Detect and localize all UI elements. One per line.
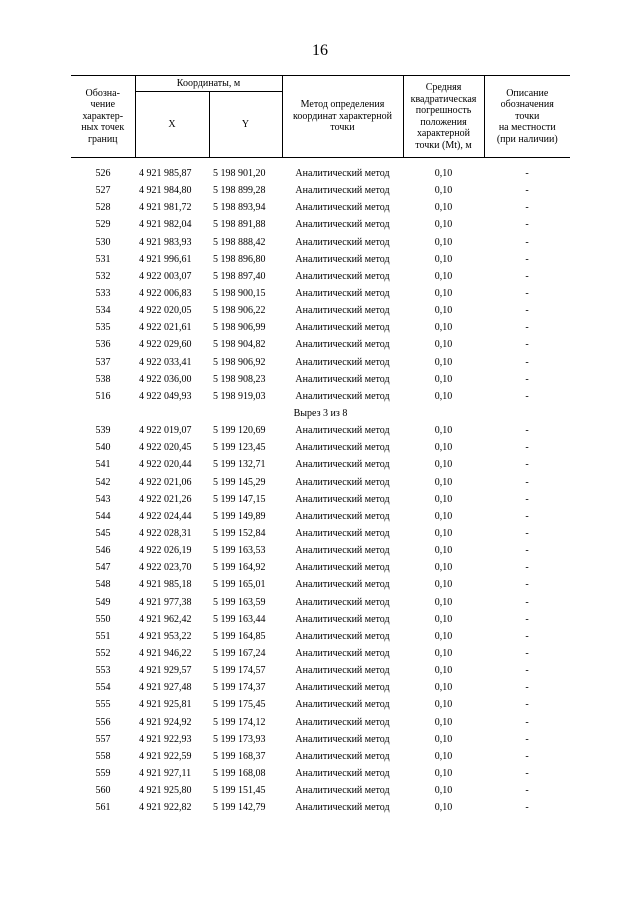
cell-y: 5 199 163,53 xyxy=(213,545,266,557)
cell-x: 4 922 023,70 xyxy=(139,562,192,574)
cell-description: - xyxy=(525,356,529,368)
cell-method: Аналитический метод xyxy=(295,682,390,694)
table-row xyxy=(71,183,570,200)
cell-mean-error: 0,10 xyxy=(434,476,453,488)
cell-y: 5 199 164,85 xyxy=(213,630,266,642)
cell-x: 4 922 049,93 xyxy=(139,390,192,402)
cell-mean-error: 0,10 xyxy=(434,270,453,282)
cell-description: - xyxy=(525,510,529,522)
header-mean-error: Средняя квадратическая погрешность положения характерной точки (Mt), м xyxy=(403,76,484,158)
table-row xyxy=(71,765,570,782)
cell-method: Аналитический метод xyxy=(295,425,390,437)
cell-y: 5 199 142,79 xyxy=(213,802,266,814)
table-row xyxy=(71,285,570,302)
cell-point-number: 559 xyxy=(95,767,111,779)
cell-description: - xyxy=(525,596,529,608)
cell-point-number: 549 xyxy=(95,596,111,608)
cell-x: 4 922 020,05 xyxy=(139,305,192,317)
table-row xyxy=(71,234,570,251)
cell-y: 5 199 120,69 xyxy=(213,425,266,437)
cell-x: 4 922 028,31 xyxy=(139,528,192,540)
cell-x: 4 922 033,41 xyxy=(139,356,192,368)
cell-x: 4 921 982,04 xyxy=(139,219,192,231)
cell-y: 5 199 145,29 xyxy=(213,476,266,488)
table-body xyxy=(71,166,570,817)
table-row xyxy=(71,800,570,817)
cell-description: - xyxy=(525,270,529,282)
cell-point-number: 541 xyxy=(95,459,111,471)
table-row xyxy=(71,200,570,217)
cell-method: Аналитический метод xyxy=(295,288,390,300)
cell-description: - xyxy=(525,493,529,505)
cell-mean-error: 0,10 xyxy=(434,305,453,317)
boundary-points-table xyxy=(71,75,570,817)
cell-point-number: 534 xyxy=(95,305,111,317)
cell-y: 5 198 901,20 xyxy=(213,168,266,180)
cell-mean-error: 0,10 xyxy=(434,699,453,711)
cell-x: 4 922 021,61 xyxy=(139,322,192,334)
section-title: Вырез 3 из 8 xyxy=(293,408,348,420)
cell-point-number: 530 xyxy=(95,236,111,248)
cell-y: 5 198 906,92 xyxy=(213,356,266,368)
table-row xyxy=(71,303,570,320)
table-row xyxy=(71,491,570,508)
cell-point-number: 532 xyxy=(95,270,111,282)
table-row xyxy=(71,388,570,405)
cell-y: 5 199 174,57 xyxy=(213,665,266,677)
cell-y: 5 199 174,37 xyxy=(213,682,266,694)
cell-y: 5 199 164,92 xyxy=(213,562,266,574)
cell-method: Аналитический метод xyxy=(295,528,390,540)
cell-point-number: 557 xyxy=(95,733,111,745)
table-row xyxy=(71,217,570,234)
cell-method: Аналитический метод xyxy=(295,390,390,402)
cell-description: - xyxy=(525,425,529,437)
cell-point-number: 539 xyxy=(95,425,111,437)
cell-mean-error: 0,10 xyxy=(434,322,453,334)
cell-y: 5 198 906,22 xyxy=(213,305,266,317)
cell-point-number: 545 xyxy=(95,528,111,540)
cell-description: - xyxy=(525,699,529,711)
header-x: X xyxy=(135,92,209,158)
cell-method: Аналитический метод xyxy=(295,270,390,282)
cell-description: - xyxy=(525,459,529,471)
cell-x: 4 921 977,38 xyxy=(139,596,192,608)
cell-x: 4 921 922,59 xyxy=(139,750,192,762)
header-coordinates: Координаты, м xyxy=(135,76,282,92)
cell-mean-error: 0,10 xyxy=(434,665,453,677)
table-row xyxy=(71,645,570,662)
cell-method: Аналитический метод xyxy=(295,459,390,471)
cell-point-number: 543 xyxy=(95,493,111,505)
cell-x: 4 921 996,61 xyxy=(139,253,192,265)
cell-x: 4 921 981,72 xyxy=(139,202,192,214)
cell-x: 4 922 003,07 xyxy=(139,270,192,282)
cell-description: - xyxy=(525,253,529,265)
cell-y: 5 198 896,80 xyxy=(213,253,266,265)
cell-mean-error: 0,10 xyxy=(434,579,453,591)
cell-description: - xyxy=(525,528,529,540)
table-row xyxy=(71,714,570,731)
cell-description: - xyxy=(525,442,529,454)
cell-y: 5 199 152,84 xyxy=(213,528,266,540)
cell-description: - xyxy=(525,630,529,642)
cell-method: Аналитический метод xyxy=(295,236,390,248)
cell-method: Аналитический метод xyxy=(295,168,390,180)
cell-method: Аналитический метод xyxy=(295,596,390,608)
cell-x: 4 921 927,48 xyxy=(139,682,192,694)
cell-x: 4 921 925,81 xyxy=(139,699,192,711)
cell-method: Аналитический метод xyxy=(295,785,390,797)
cell-mean-error: 0,10 xyxy=(434,493,453,505)
cell-x: 4 922 029,60 xyxy=(139,339,192,351)
cell-mean-error: 0,10 xyxy=(434,236,453,248)
cell-x: 4 921 985,87 xyxy=(139,168,192,180)
cell-y: 5 199 167,24 xyxy=(213,648,266,659)
cell-method: Аналитический метод xyxy=(295,202,390,214)
header-designation: Обозна- чение характер- ных точек границ xyxy=(71,76,135,158)
section-row xyxy=(71,405,570,422)
cell-mean-error: 0,10 xyxy=(434,716,453,728)
header-spacer xyxy=(71,158,570,166)
cell-description: - xyxy=(525,579,529,591)
cell-y: 5 199 149,89 xyxy=(213,510,266,522)
cell-mean-error: 0,10 xyxy=(434,442,453,454)
table-row xyxy=(71,611,570,628)
cell-description: - xyxy=(525,236,529,248)
cell-method: Аналитический метод xyxy=(295,579,390,591)
cell-point-number: 554 xyxy=(95,682,111,694)
cell-description: - xyxy=(525,390,529,402)
cell-point-number: 546 xyxy=(95,545,111,557)
page-number: 16 xyxy=(312,42,328,59)
cell-description: - xyxy=(525,785,529,797)
cell-mean-error: 0,10 xyxy=(434,750,453,762)
cell-x: 4 922 036,00 xyxy=(139,373,192,385)
cell-x: 4 922 026,19 xyxy=(139,545,192,557)
cell-y: 5 199 163,44 xyxy=(213,613,266,625)
cell-point-number: 537 xyxy=(95,356,111,368)
cell-method: Аналитический метод xyxy=(295,802,390,814)
table-row xyxy=(71,543,570,560)
cell-description: - xyxy=(525,322,529,334)
cell-description: - xyxy=(525,750,529,762)
cell-description: - xyxy=(525,305,529,317)
cell-description: - xyxy=(525,219,529,231)
cell-x: 4 921 946,22 xyxy=(139,648,192,659)
cell-mean-error: 0,10 xyxy=(434,528,453,540)
cell-mean-error: 0,10 xyxy=(434,185,453,197)
cell-y: 5 198 904,82 xyxy=(213,339,266,351)
cell-mean-error: 0,10 xyxy=(434,733,453,745)
cell-description: - xyxy=(525,665,529,677)
cell-point-number: 531 xyxy=(95,253,111,265)
cell-mean-error: 0,10 xyxy=(434,425,453,437)
cell-point-number: 555 xyxy=(95,699,111,711)
cell-x: 4 921 927,11 xyxy=(139,767,192,779)
cell-method: Аналитический метод xyxy=(295,665,390,677)
cell-method: Аналитический метод xyxy=(295,510,390,522)
cell-point-number: 550 xyxy=(95,613,111,625)
cell-point-number: 528 xyxy=(95,202,111,214)
cell-method: Аналитический метод xyxy=(295,322,390,334)
cell-method: Аналитический метод xyxy=(295,767,390,779)
cell-method: Аналитический метод xyxy=(295,699,390,711)
cell-point-number: 535 xyxy=(95,322,111,334)
table-row xyxy=(71,268,570,285)
table-row xyxy=(71,166,570,183)
cell-y: 5 199 123,45 xyxy=(213,442,266,454)
cell-y: 5 199 151,45 xyxy=(213,785,266,797)
cell-y: 5 198 897,40 xyxy=(213,270,266,282)
cell-y: 5 198 900,15 xyxy=(213,288,266,300)
table-row xyxy=(71,474,570,491)
cell-mean-error: 0,10 xyxy=(434,562,453,574)
cell-method: Аналитический метод xyxy=(295,305,390,317)
cell-x: 4 922 021,06 xyxy=(139,476,192,488)
cell-description: - xyxy=(525,288,529,300)
cell-mean-error: 0,10 xyxy=(434,168,453,180)
cell-description: - xyxy=(525,185,529,197)
header-y: Y xyxy=(209,92,282,158)
cell-mean-error: 0,10 xyxy=(434,373,453,385)
table-row xyxy=(71,560,570,577)
cell-mean-error: 0,10 xyxy=(434,596,453,608)
cell-mean-error: 0,10 xyxy=(434,802,453,814)
cell-x: 4 921 925,80 xyxy=(139,785,192,797)
cell-description: - xyxy=(525,802,529,814)
table-row xyxy=(71,680,570,697)
table-row xyxy=(71,663,570,680)
cell-y: 5 199 168,37 xyxy=(213,750,266,762)
cell-x: 4 922 020,45 xyxy=(139,442,192,454)
header-method: Метод определения координат характерной точки xyxy=(282,76,403,158)
cell-method: Аналитический метод xyxy=(295,493,390,505)
cell-point-number: 529 xyxy=(95,219,111,231)
cell-x: 4 921 962,42 xyxy=(139,613,192,625)
cell-point-number: 561 xyxy=(95,802,111,814)
cell-method: Аналитический метод xyxy=(295,733,390,745)
cell-description: - xyxy=(525,168,529,180)
cell-x: 4 922 019,07 xyxy=(139,425,192,437)
cell-y: 5 198 906,99 xyxy=(213,322,266,334)
cell-description: - xyxy=(525,545,529,557)
cell-y: 5 199 132,71 xyxy=(213,459,266,471)
cell-y: 5 198 891,88 xyxy=(213,219,266,231)
cell-mean-error: 0,10 xyxy=(434,219,453,231)
cell-method: Аналитический метод xyxy=(295,185,390,197)
cell-method: Аналитический метод xyxy=(295,476,390,488)
table-header xyxy=(71,76,570,166)
cell-y: 5 198 908,23 xyxy=(213,373,266,385)
cell-point-number: 526 xyxy=(95,168,111,180)
header-description: Описание обозначения точки на местности (при наличии) xyxy=(484,76,570,158)
table-row xyxy=(71,354,570,371)
cell-x: 4 921 929,57 xyxy=(139,665,192,677)
cell-mean-error: 0,10 xyxy=(434,510,453,522)
cell-point-number: 551 xyxy=(95,630,111,642)
cell-point-number: 544 xyxy=(95,510,111,522)
cell-point-number: 547 xyxy=(95,562,111,574)
cell-method: Аналитический метод xyxy=(295,442,390,454)
cell-x: 4 922 024,44 xyxy=(139,510,192,522)
table-row xyxy=(71,251,570,268)
cell-method: Аналитический метод xyxy=(295,562,390,574)
cell-point-number: 558 xyxy=(95,750,111,762)
cell-x: 4 921 922,82 xyxy=(139,802,192,814)
cell-mean-error: 0,10 xyxy=(434,682,453,694)
cell-y: 5 198 888,42 xyxy=(213,236,266,248)
table-row xyxy=(71,423,570,440)
cell-x: 4 921 983,93 xyxy=(139,236,192,248)
cell-point-number: 560 xyxy=(95,785,111,797)
cell-x: 4 922 021,26 xyxy=(139,493,192,505)
cell-mean-error: 0,10 xyxy=(434,253,453,265)
cell-x: 4 921 984,80 xyxy=(139,185,192,197)
cell-method: Аналитический метод xyxy=(295,545,390,557)
cell-mean-error: 0,10 xyxy=(434,339,453,351)
cell-point-number: 548 xyxy=(95,579,111,591)
cell-description: - xyxy=(525,339,529,351)
cell-mean-error: 0,10 xyxy=(434,545,453,557)
cell-mean-error: 0,10 xyxy=(434,202,453,214)
cell-x: 4 921 922,93 xyxy=(139,733,192,745)
cell-method: Аналитический метод xyxy=(295,253,390,265)
cell-description: - xyxy=(525,373,529,385)
cell-point-number: 556 xyxy=(95,716,111,728)
cell-x: 4 922 020,44 xyxy=(139,459,192,471)
cell-y: 5 198 919,03 xyxy=(213,390,266,402)
cell-point-number: 540 xyxy=(95,442,111,454)
cell-mean-error: 0,10 xyxy=(434,767,453,779)
cell-mean-error: 0,10 xyxy=(434,356,453,368)
cell-mean-error: 0,10 xyxy=(434,459,453,471)
table-row xyxy=(71,697,570,714)
cell-y: 5 199 165,01 xyxy=(213,579,266,591)
cell-method: Аналитический метод xyxy=(295,356,390,368)
cell-mean-error: 0,10 xyxy=(434,630,453,642)
table-row xyxy=(71,320,570,337)
cell-point-number: 538 xyxy=(95,373,111,385)
table-row xyxy=(71,628,570,645)
cell-x: 4 921 985,18 xyxy=(139,579,192,591)
table-row xyxy=(71,525,570,542)
cell-description: - xyxy=(525,767,529,779)
table-row xyxy=(71,577,570,594)
cell-mean-error: 0,10 xyxy=(434,648,453,659)
cell-point-number: 552 xyxy=(95,648,111,659)
cell-y: 5 199 168,08 xyxy=(213,767,266,779)
cell-description: - xyxy=(525,648,529,659)
cell-point-number: 553 xyxy=(95,665,111,677)
cell-method: Аналитический метод xyxy=(295,219,390,231)
cell-y: 5 199 147,15 xyxy=(213,493,266,505)
table-row xyxy=(71,371,570,388)
table-row xyxy=(71,508,570,525)
cell-mean-error: 0,10 xyxy=(434,390,453,402)
table-row xyxy=(71,783,570,800)
cell-method: Аналитический метод xyxy=(295,373,390,385)
cell-description: - xyxy=(525,733,529,745)
cell-method: Аналитический метод xyxy=(295,750,390,762)
cell-point-number: 533 xyxy=(95,288,111,300)
table-row xyxy=(71,337,570,354)
cell-description: - xyxy=(525,682,529,694)
cell-description: - xyxy=(525,476,529,488)
cell-y: 5 199 174,12 xyxy=(213,716,266,728)
cell-method: Аналитический метод xyxy=(295,648,390,659)
cell-y: 5 199 175,45 xyxy=(213,699,266,711)
cell-point-number: 536 xyxy=(95,339,111,351)
cell-x: 4 921 924,92 xyxy=(139,716,192,728)
cell-mean-error: 0,10 xyxy=(434,613,453,625)
cell-y: 5 199 163,59 xyxy=(213,596,266,608)
cell-y: 5 199 173,93 xyxy=(213,733,266,745)
table-row xyxy=(71,748,570,765)
cell-x: 4 921 953,22 xyxy=(139,630,192,642)
table-row xyxy=(71,440,570,457)
cell-method: Аналитический метод xyxy=(295,716,390,728)
cell-y: 5 198 893,94 xyxy=(213,202,266,214)
cell-point-number: 542 xyxy=(95,476,111,488)
cell-method: Аналитический метод xyxy=(295,613,390,625)
table-row xyxy=(71,731,570,748)
cell-point-number: 527 xyxy=(95,185,111,197)
cell-mean-error: 0,10 xyxy=(434,785,453,797)
cell-description: - xyxy=(525,716,529,728)
table-row xyxy=(71,594,570,611)
cell-method: Аналитический метод xyxy=(295,630,390,642)
cell-description: - xyxy=(525,202,529,214)
cell-x: 4 922 006,83 xyxy=(139,288,192,300)
cell-description: - xyxy=(525,562,529,574)
cell-point-number: 516 xyxy=(95,390,111,402)
cell-description: - xyxy=(525,613,529,625)
cell-y: 5 198 899,28 xyxy=(213,185,266,197)
cell-method: Аналитический метод xyxy=(295,339,390,351)
table-row xyxy=(71,457,570,474)
cell-mean-error: 0,10 xyxy=(434,288,453,300)
